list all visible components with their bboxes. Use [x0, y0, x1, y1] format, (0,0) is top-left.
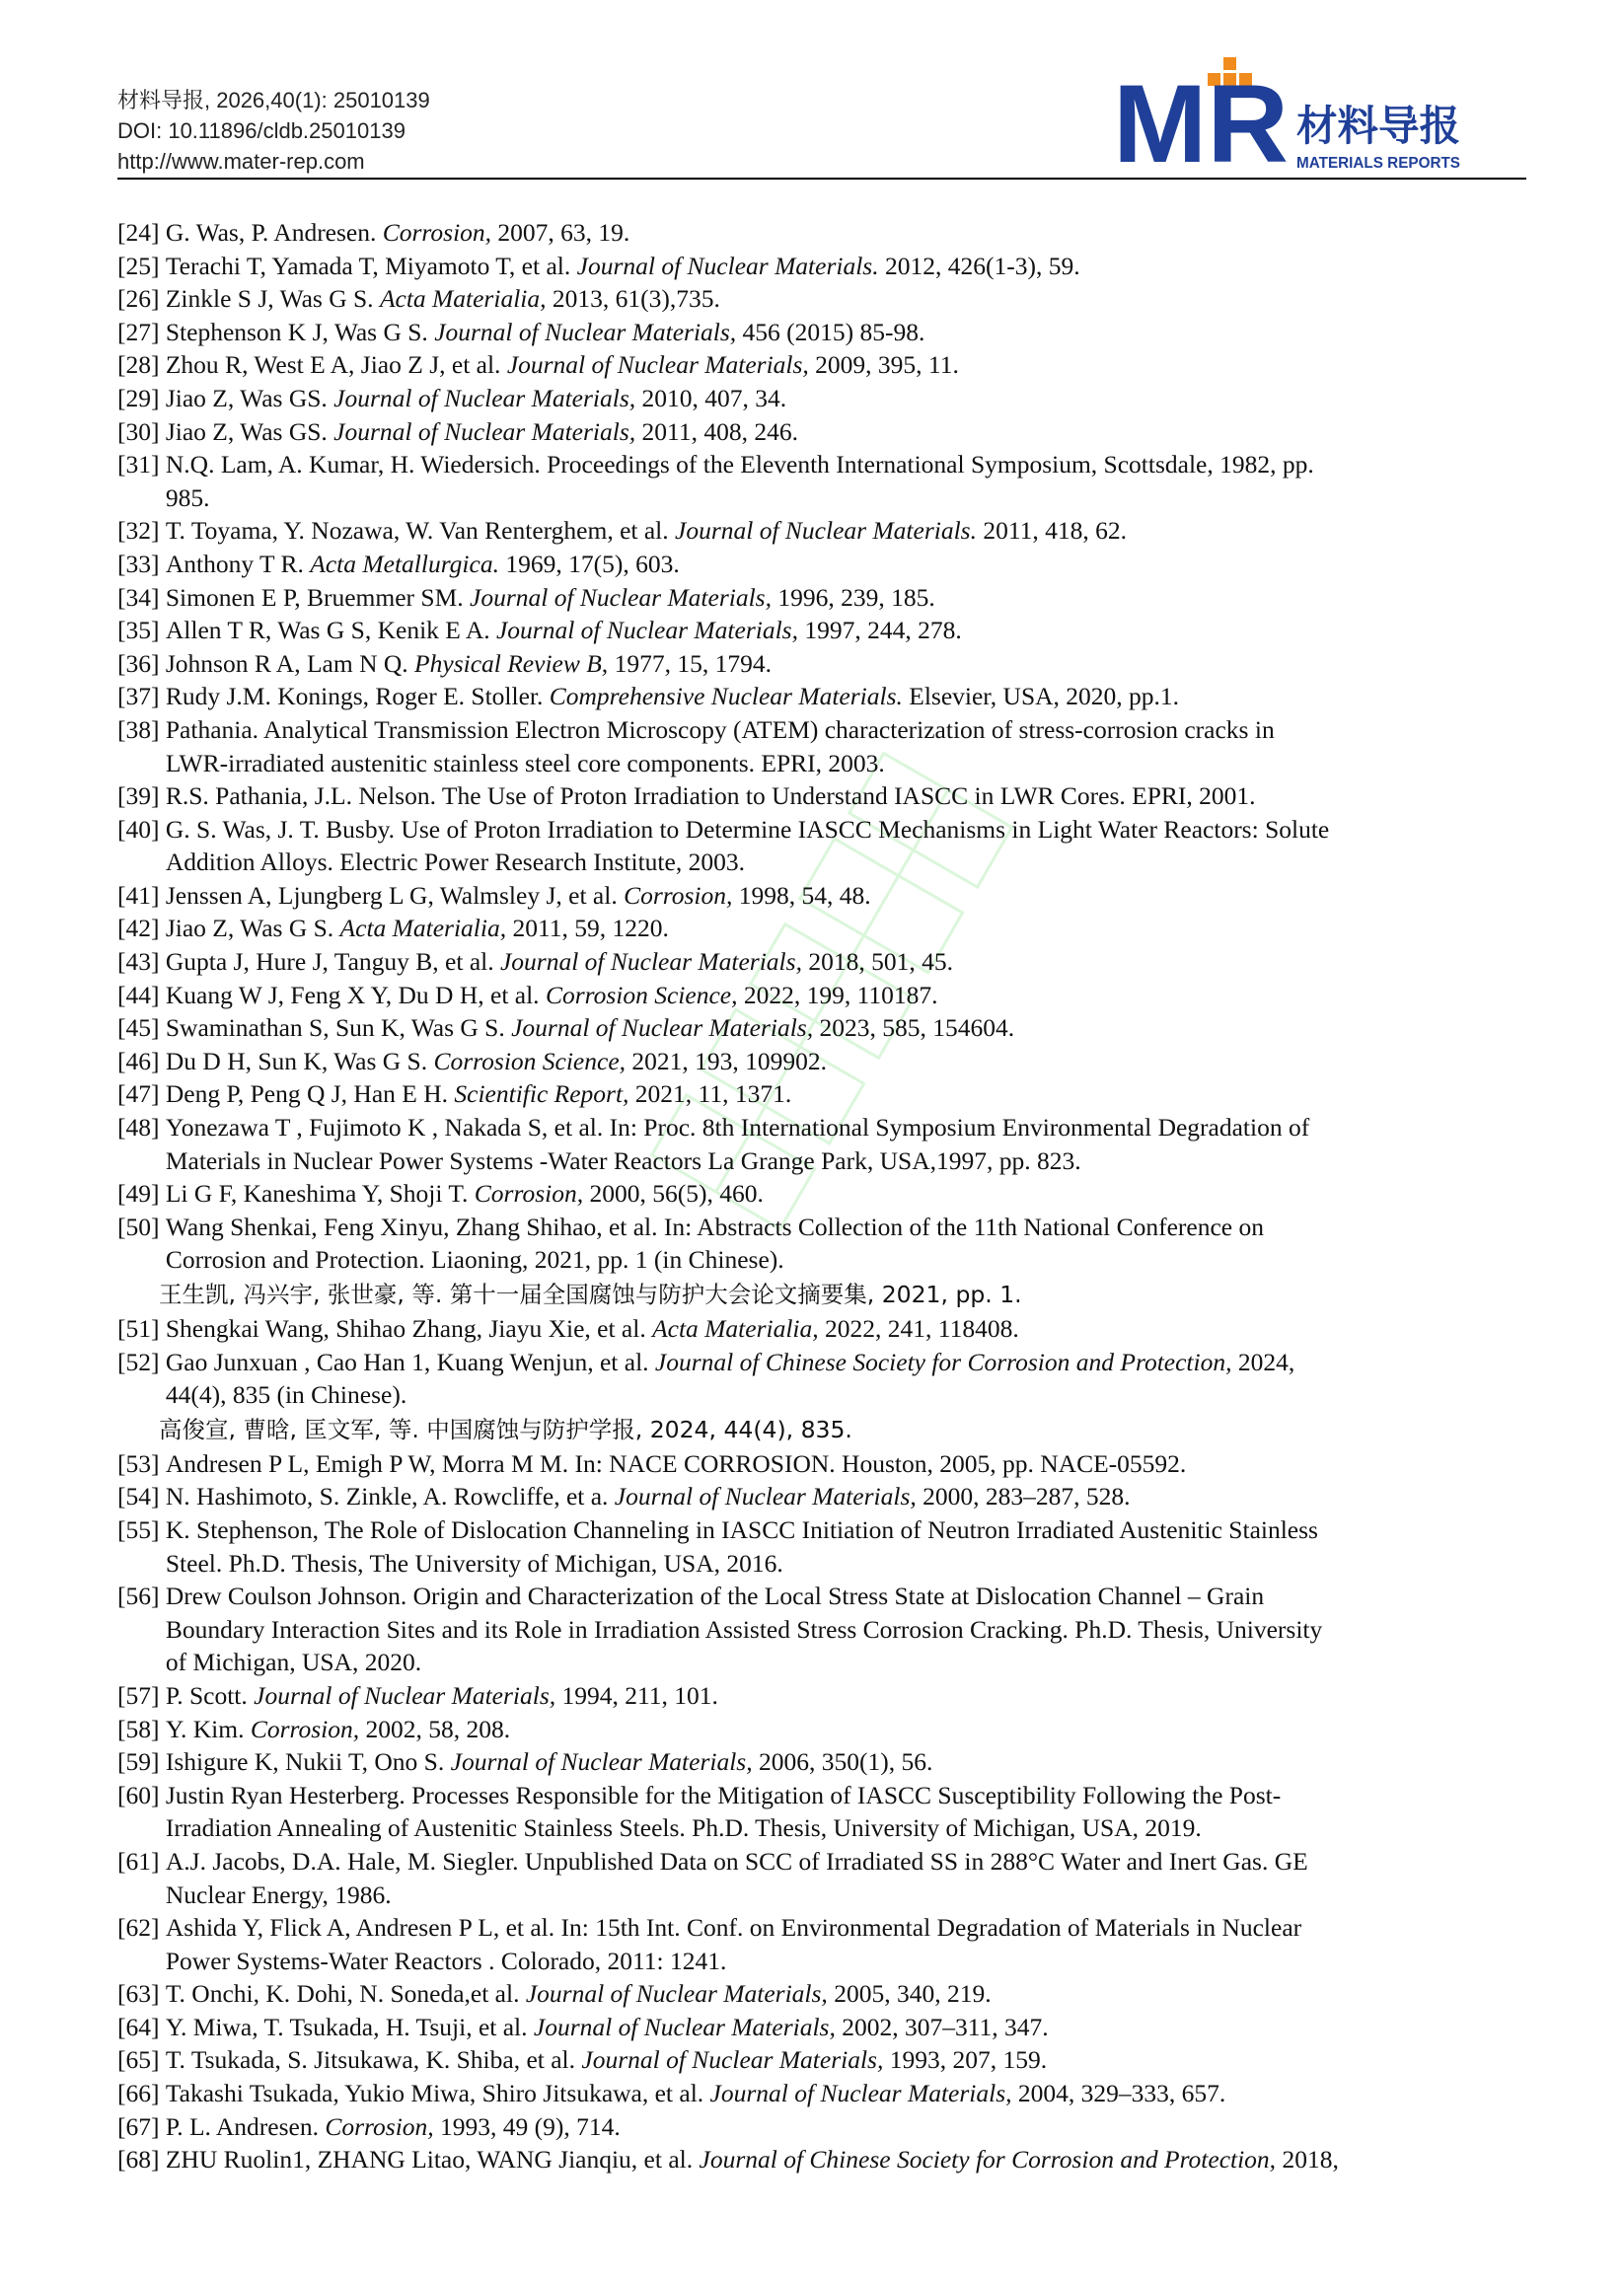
journal-title: Journal of Nuclear Materials,: [495, 616, 798, 645]
reference-segment: 1998, 54, 48.: [732, 880, 871, 910]
reference-text: [166, 647, 1523, 681]
logo-mark: MR: [1113, 62, 1289, 178]
reference-number: [59]: [117, 1747, 166, 1777]
reference-number: [63]: [117, 1979, 166, 2009]
reference-segment: Kuang W J, Feng X Y, Du D H, et al.: [165, 980, 546, 1009]
reference-number: [47]: [117, 1079, 166, 1109]
journal-title: Journal of Nuclear Materials.: [675, 516, 977, 546]
journal-title: Journal of Nuclear Materials,: [333, 383, 636, 412]
reference-segment: Zhou R, West E A, Jiao Z J, et al.: [165, 350, 507, 380]
journal-title: Acta Materialia,: [652, 1314, 819, 1343]
reference-segment: 2018, 501, 45.: [801, 947, 953, 977]
reference-entry: [117, 1346, 1523, 1412]
reference-segment: Y. Miwa, T. Tsukada, H. Tsuji, et al.: [165, 2012, 534, 2041]
reference-number: [55]: [117, 1514, 166, 1544]
reference-entry: [117, 1845, 1523, 1911]
journal-citation: 材料导报, 2026,40(1): 25010139: [117, 88, 430, 112]
reference-segment: 1993, 49 (9), 714.: [433, 2111, 621, 2141]
reference-entry: [117, 779, 1523, 813]
reference-segment: 2021, 11, 1371.: [628, 1079, 792, 1109]
journal-title: Journal of Nuclear Materials,: [470, 582, 772, 612]
journal-title: Journal of Chinese Society for Corrosion and Protection,: [654, 1347, 1232, 1376]
reference-text: [166, 1513, 1523, 1580]
reference-segment: ZHU Ruolin1, ZHANG Litao, WANG Jianqiu, et al.: [165, 2145, 700, 2174]
reference-entry: [117, 2077, 1523, 2110]
reference-entry: [117, 250, 1523, 283]
reference-segment: Anthony T R.: [165, 549, 311, 578]
reference-entry: [117, 316, 1523, 349]
reference-text: [166, 316, 1523, 349]
reference-text: [166, 680, 1523, 713]
reference-text: [166, 548, 1523, 581]
doi-link[interactable]: DOI: 10.11896/cldb.25010139: [117, 118, 406, 143]
reference-segment: Jiao Z, Was G S.: [165, 914, 340, 943]
reference-segment: 2013, 61(3),735.: [546, 284, 720, 314]
reference-number: [43]: [117, 947, 166, 977]
reference-segment: Stephenson K J, Was G S.: [165, 317, 435, 346]
reference-number: [60]: [117, 1780, 166, 1809]
journal-title: Journal of Chinese Society for Corrosion and Protection,: [699, 2145, 1277, 2174]
reference-entry: [117, 1580, 1523, 1679]
reference-entry: [117, 382, 1523, 415]
reference-number: [53]: [117, 1448, 166, 1478]
reference-segment: Wang Shenkai, Feng Xinyu, Zhang Shihao, et al. In: Abstracts Collection of the 11th National Conference on Corrosion and Protection. Liaoning, 2021, pp. 1 (in Chinese).: [165, 1212, 1264, 1275]
reference-segment: T. Tsukada, S. Jitsukawa, K. Shiba, et al.: [165, 2045, 582, 2075]
reference-segment: 2009, 395, 11.: [808, 350, 959, 380]
reference-segment: 2018,: [1276, 2145, 1339, 2174]
reference-segment: Y. Kim.: [165, 1714, 251, 1743]
reference-number: [26]: [117, 284, 166, 314]
reference-text: [166, 1045, 1523, 1078]
reference-text: [166, 1312, 1523, 1346]
reference-segment: Jiao Z, Was GS.: [165, 383, 334, 412]
reference-entry: [117, 1779, 1523, 1845]
reference-text: [166, 1845, 1523, 1911]
reference-segment: 2023, 585, 154604.: [813, 1013, 1015, 1043]
reference-text: [166, 1679, 1523, 1713]
reference-number: [39]: [117, 781, 166, 811]
journal-title: Acta Metallurgica.: [310, 549, 499, 578]
reference-segment: Yonezawa T , Fujimoto K , Nakada S, et al. In: Proc. 8th International Symposium Environmental Degradation of Materials in Nuclear Power Systems -Water Reactors La Grange Park, USA,1997, pp. 823.: [165, 1113, 1310, 1175]
reference-number: [24]: [117, 218, 166, 247]
reference-number: [58]: [117, 1714, 166, 1743]
reference-text: [166, 581, 1523, 615]
reference-segment: 1994, 211, 101.: [555, 1680, 718, 1710]
reference-text: [166, 415, 1523, 449]
reference-text: [166, 979, 1523, 1012]
reference-text: [166, 348, 1523, 382]
reference-number: [32]: [117, 516, 166, 546]
journal-title: Journal of Nuclear Materials,: [499, 947, 802, 977]
reference-number: [52]: [117, 1347, 166, 1376]
journal-title: Corrosion Science,: [433, 1046, 627, 1075]
journal-title: Corrosion,: [474, 1179, 584, 1209]
journal-title: Journal of Nuclear Materials,: [434, 317, 737, 346]
journal-title: Acta Materialia,: [379, 284, 547, 314]
reference-segment: 2012, 426(1-3), 59.: [878, 251, 1080, 280]
journal-title: Journal of Nuclear Materials,: [709, 2079, 1012, 2108]
reference-text: [166, 1911, 1523, 1977]
reference-segment: A.J. Jacobs, D.A. Hale, M. Siegler. Unpublished Data on SCC of Irradiated SS in 288°C Water and Inert Gas. GE Nuclear Energy, 1986.: [165, 1846, 1308, 1909]
reference-entry: [117, 1447, 1523, 1481]
reference-number: [48]: [117, 1113, 166, 1142]
reference-number: [33]: [117, 549, 166, 578]
logo-en-text: MATERIALS REPORTS: [1296, 155, 1461, 172]
reference-number: [38]: [117, 714, 166, 744]
reference-entry: [117, 879, 1523, 913]
reference-number: [42]: [117, 914, 166, 943]
reference-number: [25]: [117, 251, 166, 280]
reference-text: [166, 1713, 1523, 1746]
reference-segment: 2011, 418, 62.: [976, 516, 1128, 546]
reference-number: [41]: [117, 880, 166, 910]
reference-segment: Li G F, Kaneshima Y, Shoji T.: [165, 1179, 475, 1209]
reference-segment: 2002, 58, 208.: [359, 1714, 511, 1743]
reference-entry: [117, 548, 1523, 581]
reference-number: [61]: [117, 1846, 166, 1876]
reference-text: [166, 1077, 1523, 1111]
reference-segment: 2005, 340, 219.: [827, 1979, 992, 2009]
reference-number: [28]: [117, 350, 166, 380]
reference-entry: [117, 514, 1523, 548]
journal-title: Journal of Nuclear Materials,: [511, 1013, 814, 1043]
reference-segment: Takashi Tsukada, Yukio Miwa, Shiro Jitsukawa, et al.: [165, 2079, 710, 2108]
reference-number: [66]: [117, 2079, 166, 2108]
reference-text: [166, 1111, 1523, 1177]
reference-segment: 1997, 244, 278.: [797, 616, 962, 645]
reference-entry: [117, 216, 1523, 250]
reference-segment: T. Toyama, Y. Nozawa, W. Van Renterghem, et al.: [165, 516, 675, 546]
reference-segment: Gao Junxuan , Cao Han 1, Kuang Wenjun, et al.: [165, 1347, 655, 1376]
reference-text: [166, 1977, 1523, 2011]
reference-segment: 2021, 193, 109902.: [626, 1046, 828, 1075]
reference-entry: [117, 1713, 1523, 1746]
reference-entry: [117, 945, 1523, 979]
reference-text: [166, 945, 1523, 979]
reference-segment: 1977, 15, 1794.: [608, 648, 772, 678]
reference-entry: [117, 680, 1523, 713]
reference-entry: [117, 647, 1523, 681]
reference-text: [166, 779, 1523, 813]
reference-number: [62]: [117, 1913, 166, 1943]
journal-title: Scientific Report,: [454, 1079, 629, 1109]
journal-title: Acta Materialia,: [339, 914, 507, 943]
journal-title: Journal of Nuclear Materials,: [254, 1680, 556, 1710]
reference-number: [51]: [117, 1314, 166, 1343]
reference-segment: Swaminathan S, Sun K, Was G S.: [165, 1013, 512, 1043]
reference-segment: 2007, 63, 19.: [491, 218, 630, 247]
reference-entry: [117, 2110, 1523, 2144]
reference-number: [57]: [117, 1680, 166, 1710]
reference-text: [166, 250, 1523, 283]
reference-segment: Simonen E P, Bruemmer SM.: [165, 582, 470, 612]
reference-entry: [117, 1312, 1523, 1346]
reference-segment: 2022, 199, 110187.: [737, 980, 938, 1009]
reference-text: [166, 1346, 1523, 1412]
reference-number: [36]: [117, 648, 166, 678]
reference-number: [37]: [117, 682, 166, 711]
reference-text: [166, 1011, 1523, 1045]
reference-segment: 2004, 329–333, 657.: [1011, 2079, 1226, 2108]
reference-segment: Johnson R A, Lam N Q.: [165, 648, 415, 678]
reference-text: [166, 1580, 1523, 1679]
journal-title: Journal of Nuclear Materials,: [450, 1747, 753, 1777]
reference-text: [166, 1779, 1523, 1845]
reference-segment: Ishigure K, Nukii T, Ono S.: [165, 1747, 451, 1777]
reference-number: [46]: [117, 1046, 166, 1075]
reference-text: [166, 2043, 1523, 2077]
reference-segment: Pathania. Analytical Transmission Electron Microscopy (ATEM) characterization of stress-corrosion cracks in LWR-irradiated austenitic stainless steel core components. EPRI, 2003.: [165, 714, 1275, 777]
journal-title: Journal of Nuclear Materials,: [533, 2012, 836, 2041]
reference-entry: [117, 1177, 1523, 1211]
reference-chinese-text: 高俊宣, 曹晗, 匡文军, 等. 中国腐蚀与防护学报, 2024, 44(4), 835.: [159, 1415, 852, 1443]
reference-entry: [117, 614, 1523, 647]
reference-number: [27]: [117, 317, 166, 346]
journal-title: Journal of Nuclear Materials,: [525, 1979, 828, 2009]
reference-text: [166, 2011, 1523, 2044]
reference-entry: [117, 813, 1523, 879]
reference-segment: 456 (2015) 85-98.: [736, 317, 925, 346]
reference-text: [166, 713, 1523, 779]
reference-number: [64]: [117, 2012, 166, 2041]
reference-number: [67]: [117, 2111, 166, 2141]
reference-segment: 1993, 207, 159.: [883, 2045, 1048, 2075]
reference-number: [30]: [117, 416, 166, 446]
reference-segment: Terachi T, Yamada T, Miyamoto T, et al.: [165, 251, 577, 280]
reference-entry: [117, 348, 1523, 382]
reference-entry: [117, 1011, 1523, 1045]
reference-number: [44]: [117, 980, 166, 1009]
reference-number: [68]: [117, 2145, 166, 2174]
reference-number: [56]: [117, 1582, 166, 1611]
reference-entry: [117, 282, 1523, 316]
reference-text: [166, 514, 1523, 548]
journal-title: Corrosion,: [624, 880, 733, 910]
journal-title: Journal of Nuclear Materials,: [581, 2045, 884, 2075]
reference-entry: [117, 1911, 1523, 1977]
reference-text: [166, 2077, 1523, 2110]
reference-segment: 2011, 408, 246.: [635, 416, 798, 446]
reference-segment: T. Onchi, K. Dohi, N. Soneda,et al.: [165, 1979, 526, 2009]
reference-text: [166, 813, 1523, 879]
reference-segment: R.S. Pathania, J.L. Nelson. The Use of Proton Irradiation to Understand IASCC in LWR Cores. EPRI, 2001.: [165, 781, 1256, 811]
reference-segment: N.Q. Lam, A. Kumar, H. Wiedersich. Proceedings of the Eleventh International Symposium, Scottsdale, 1982, pp. 985.: [165, 450, 1314, 512]
reference-segment: Andresen P L, Emigh P W, Morra M M. In: NACE CORROSION. Houston, 2005, pp. NACE-05592.: [165, 1448, 1187, 1478]
reference-text: [166, 1177, 1523, 1211]
reference-entry: [117, 1977, 1523, 2011]
reference-number: [31]: [117, 450, 166, 479]
reference-entry: [117, 1745, 1523, 1779]
reference-segment: 2011, 59, 1220.: [506, 914, 669, 943]
reference-entry: [117, 415, 1523, 449]
reference-segment: 2010, 407, 34.: [635, 383, 787, 412]
reference-segment: Jiao Z, Was GS.: [165, 416, 334, 446]
journal-title: Corrosion Science,: [545, 980, 738, 1009]
reference-number: [34]: [117, 582, 166, 612]
reference-segment: G. S. Was, J. T. Busby. Use of Proton Irradiation to Determine IASCC Mechanisms in Light Water Reactors: Solute Addition Alloys. Electric Power Research Institute, 2003.: [165, 814, 1330, 877]
reference-text: [166, 1211, 1523, 1277]
reference-segment: P. L. Andresen.: [165, 2111, 326, 2141]
reference-number: [65]: [117, 2045, 166, 2075]
reference-entry: [117, 1513, 1523, 1580]
reference-segment: 1996, 239, 185.: [771, 582, 935, 612]
logo-cn-text: 材料导报: [1296, 102, 1460, 150]
reference-segment: Elsevier, USA, 2020, pp.1.: [902, 682, 1180, 711]
reference-text: [166, 879, 1523, 913]
reference-entry: [117, 1077, 1523, 1111]
reference-number: [35]: [117, 616, 166, 645]
reference-segment: 2000, 283–287, 528.: [916, 1482, 1131, 1511]
reference-segment: K. Stephenson, The Role of Dislocation Channeling in IASCC Initiation of Neutron Irradiated Austenitic Stainless Steel. Ph.D. Thesis, The University of Michigan, USA, 2016.: [165, 1514, 1318, 1578]
journal-logo: [1113, 55, 1468, 178]
journal-title: Journal of Nuclear Materials,: [333, 416, 636, 446]
reference-entry: [117, 912, 1523, 945]
header-divider: [117, 178, 1526, 180]
reference-entry: [117, 2043, 1523, 2077]
reference-number: [40]: [117, 814, 166, 844]
reference-segment: Allen T R, Was G S, Kenik E A.: [165, 616, 496, 645]
journal-title: Physical Review B,: [414, 648, 609, 678]
reference-text: [166, 912, 1523, 945]
reference-number: [45]: [117, 1013, 166, 1043]
reference-segment: 2000, 56(5), 460.: [583, 1179, 764, 1209]
reference-number: [50]: [117, 1212, 166, 1241]
reference-text: [166, 216, 1523, 250]
reference-segment: Rudy J.M. Konings, Roger E. Stoller.: [165, 682, 550, 711]
reference-text: [166, 282, 1523, 316]
journal-title: Corrosion,: [382, 218, 492, 247]
reference-entry: [117, 979, 1523, 1012]
reference-text: [166, 382, 1523, 415]
reference-segment: 2024, 44(4), 835 (in Chinese).: [165, 1347, 1295, 1410]
reference-segment: Drew Coulson Johnson. Origin and Characterization of the Local Stress State at Dislocation Channel – Grain Boundary Interaction Sites and its Role in Irradiation Assisted Stress Corrosion Cracking. Ph.D. Thesis, University of Michigan, USA, 2020.: [165, 1582, 1323, 1677]
reference-segment: 1969, 17(5), 603.: [498, 549, 680, 578]
journal-title: Journal of Nuclear Materials,: [506, 350, 809, 380]
reference-number: [49]: [117, 1179, 166, 1209]
journal-title: Corrosion,: [325, 2111, 434, 2141]
journal-title: Comprehensive Nuclear Materials.: [549, 682, 903, 711]
reference-segment: G. Was, P. Andresen.: [165, 218, 383, 247]
reference-entry: [117, 1045, 1523, 1078]
website-link[interactable]: http://www.mater-rep.com: [117, 149, 365, 174]
reference-segment: 2022, 241, 118408.: [818, 1314, 1019, 1343]
reference-text: [166, 2143, 1523, 2176]
reference-segment: Justin Ryan Hesterberg. Processes Responsible for the Mitigation of IASCC Susceptibility Following the Post- Irradiation Annealing of Austenitic Stainless Steels. Ph.D. Thesis, University of Michigan, USA, 2019.: [165, 1780, 1282, 1843]
reference-segment: Jenssen A, Ljungberg L G, Walmsley J, et al.: [165, 880, 625, 910]
header-meta: [117, 85, 430, 177]
reference-entry: [117, 1480, 1523, 1513]
reference-segment: Zinkle S J, Was G S.: [165, 284, 380, 314]
reference-entry: [117, 1211, 1523, 1277]
reference-text: [166, 1447, 1523, 1481]
journal-title: Journal of Nuclear Materials.: [576, 251, 879, 280]
reference-entry: [117, 581, 1523, 615]
reference-text: [166, 2110, 1523, 2144]
reference-segment: Deng P, Peng Q J, Han E H.: [165, 1079, 455, 1109]
reference-list: [117, 216, 1523, 2176]
reference-segment: Shengkai Wang, Shihao Zhang, Jiayu Xie, et al.: [165, 1314, 653, 1343]
reference-segment: Du D H, Sun K, Was G S.: [165, 1046, 434, 1075]
reference-chinese-text: 王生凯, 冯兴宇, 张世豪, 等. 第十一届全国腐蚀与防护大会论文摘要集, 2021, pp. 1.: [159, 1281, 1022, 1308]
reference-text: [166, 614, 1523, 647]
reference-number: [29]: [117, 383, 166, 412]
reference-entry: [117, 1679, 1523, 1713]
reference-segment: 2006, 350(1), 56.: [752, 1747, 933, 1777]
reference-text: [166, 1480, 1523, 1513]
reference-entry: [117, 1111, 1523, 1177]
reference-entry: [117, 448, 1523, 514]
reference-text: [166, 1745, 1523, 1779]
reference-entry: [117, 713, 1523, 779]
reference-segment: N. Hashimoto, S. Zinkle, A. Rowcliffe, et a.: [165, 1482, 615, 1511]
journal-title: Corrosion,: [250, 1714, 360, 1743]
reference-text: [166, 448, 1523, 514]
reference-segment: Ashida Y, Flick A, Andresen P L, et al. In: 15th Int. Conf. on Environmental Degradation of Materials in Nuclear Power Systems-Water Reactors . Colorado, 2011: 1241.: [165, 1913, 1302, 1975]
reference-segment: Gupta J, Hure J, Tanguy B, et al.: [165, 947, 500, 977]
reference-segment: 2002, 307–311, 347.: [835, 2012, 1049, 2041]
reference-entry: [117, 2143, 1523, 2176]
reference-number: [54]: [117, 1482, 166, 1511]
journal-title: Journal of Nuclear Materials,: [614, 1482, 917, 1511]
reference-entry: [117, 2011, 1523, 2044]
reference-segment: P. Scott.: [165, 1680, 255, 1710]
